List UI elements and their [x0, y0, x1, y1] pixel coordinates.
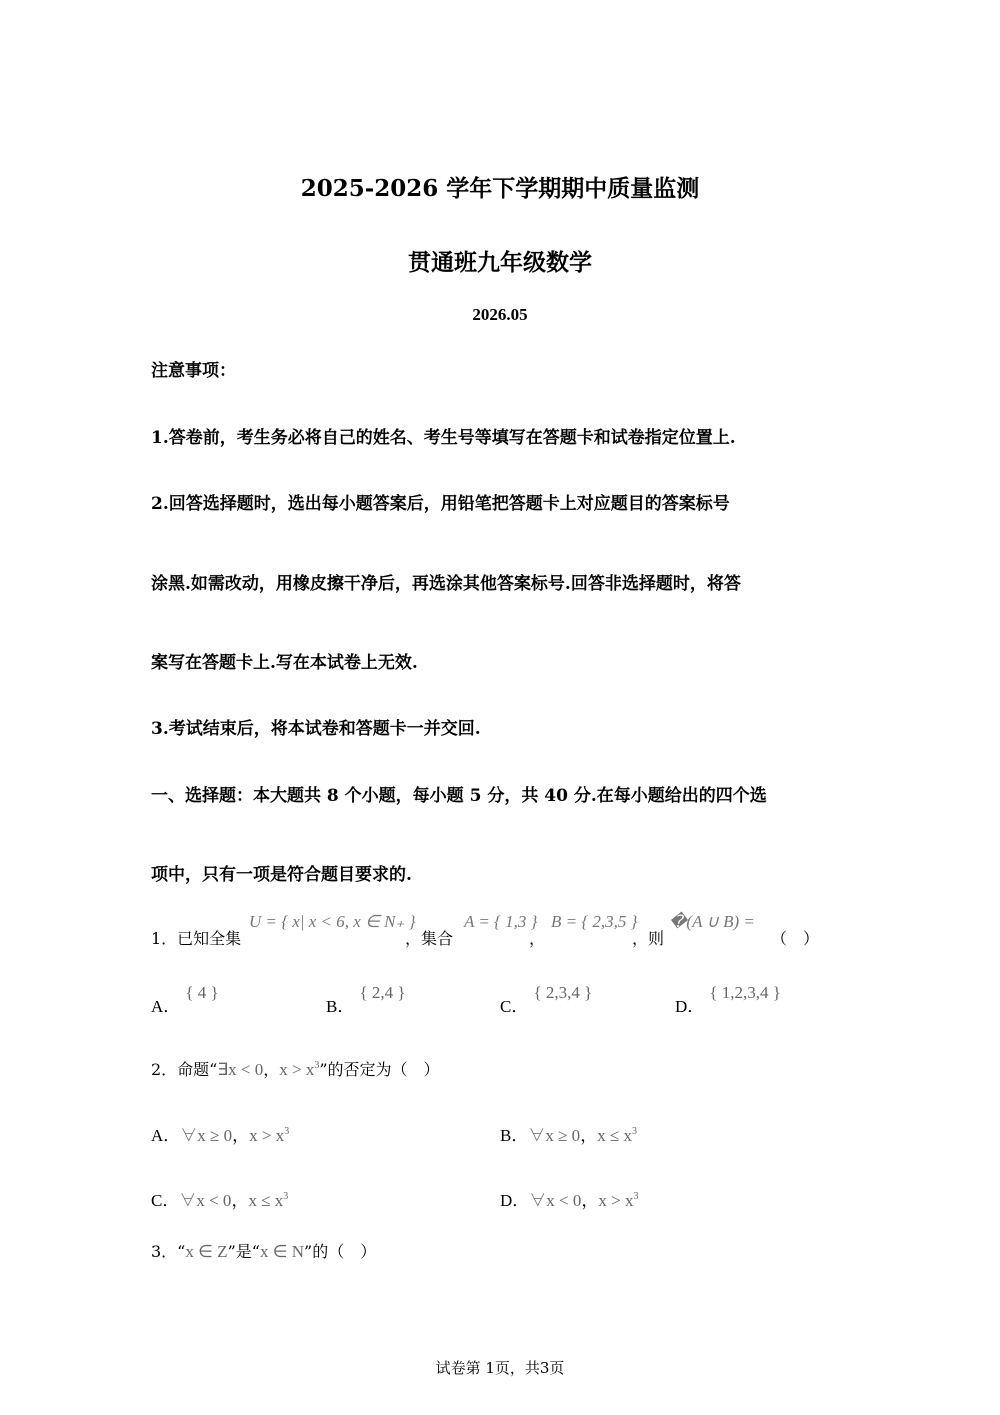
question-3 — [151, 1239, 376, 1262]
option-relation: x ≤ x — [248, 1191, 284, 1210]
option-letter: B． — [326, 997, 355, 1016]
option-exponent: 3 — [632, 1126, 638, 1137]
question-1-mid-2: ，则 — [632, 929, 665, 948]
option-value: { 4 } — [185, 983, 219, 1002]
option-separator: ， — [580, 1126, 598, 1145]
question-2-option-c[interactable] — [151, 1186, 288, 1211]
question-2 — [151, 1057, 440, 1080]
question-1-comma: ， — [529, 929, 546, 948]
section-1-heading-line-2: 项中，只有一项是符合题目要求的. — [151, 865, 412, 885]
question-1-answer-paren: （ ） — [771, 929, 820, 948]
question-1-mid-1: ，集合 — [405, 929, 454, 948]
option-letter: C． — [500, 997, 529, 1016]
option-relation: x > x — [249, 1126, 285, 1145]
question-2-comma: ， — [263, 1060, 280, 1079]
question-1-set-u: U = { x| x < 6, x ∈ N₊ } — [249, 912, 416, 931]
option-value: { 1,2,3,4 } — [709, 983, 781, 1002]
exam-date: 2026.05 — [472, 305, 528, 324]
option-letter: A． — [151, 997, 181, 1016]
notice-item-2-line-3: 案写在答题卡上.写在本试卷上无效. — [151, 653, 418, 673]
option-letter: D． — [675, 997, 705, 1016]
question-1-expression: �(A ∪ B) = — [669, 912, 755, 931]
section-1-heading-line-1: 一、选择题：本大题共 8 个小题，每小题 5 分，共 40 分.在每小题给出的四个选 — [151, 786, 767, 806]
question-3-suffix: ”的（ ） — [304, 1242, 377, 1261]
question-2-expr-1: ∃x < 0 — [217, 1060, 264, 1079]
question-1-set-a: A = { 1,3 } — [464, 912, 538, 931]
question-2-option-a[interactable] — [151, 1121, 289, 1146]
notice-item-3: 3.考试结束后，将本试卷和答题卡一并交回. — [151, 719, 481, 739]
option-separator: ， — [232, 1126, 250, 1145]
question-3-mid: ”是“ — [227, 1242, 260, 1261]
question-1-option-b[interactable] — [326, 978, 406, 1016]
question-2-option-d[interactable] — [500, 1186, 638, 1211]
option-separator: ， — [581, 1191, 599, 1210]
option-exponent: 3 — [283, 1191, 289, 1202]
page-footer: 试卷第 1页，共3页 — [435, 1359, 565, 1377]
option-value: { 2,4 } — [359, 983, 406, 1002]
question-1-set-b: B = { 2,3,5 } — [551, 912, 638, 931]
question-2-option-b[interactable] — [500, 1121, 637, 1146]
option-letter: C． — [151, 1191, 180, 1210]
option-value: { 2,3,4 } — [533, 983, 593, 1002]
notice-item-2-line-2: 涂黑.如需改动，用橡皮擦干净后，再选涂其他答案标号.回答非选择题时，将答 — [151, 574, 741, 594]
question-1-option-d[interactable] — [675, 978, 781, 1016]
option-letter: D． — [500, 1191, 530, 1210]
option-relation: x ≤ x — [597, 1126, 633, 1145]
question-2-expr-2: x > x — [279, 1060, 315, 1079]
option-exponent: 3 — [633, 1191, 639, 1202]
option-quantifier: ∀x ≥ 0 — [180, 1126, 233, 1145]
option-exponent: 3 — [284, 1126, 290, 1137]
question-2-suffix: ”的否定为（ ） — [319, 1060, 440, 1079]
notice-item-1: 1.答卷前，考生务必将自己的姓名、考生号等填写在答题卡和试卷指定位置上. — [151, 428, 736, 448]
exam-subtitle: 贯通班九年级数学 — [408, 249, 592, 276]
question-3-expr-1: x ∈ Z — [185, 1242, 228, 1261]
question-1-prefix: 1．已知全集 — [151, 929, 242, 948]
question-2-exponent: 3 — [314, 1060, 320, 1071]
option-quantifier: ∀x < 0 — [529, 1191, 582, 1210]
question-2-prefix: 2．命题“ — [151, 1060, 218, 1079]
question-1-option-a[interactable] — [151, 978, 219, 1016]
option-letter: A． — [151, 1126, 181, 1145]
exam-title: 2025-2026 学年下学期期中质量监测 — [300, 175, 700, 202]
option-quantifier: ∀x < 0 — [179, 1191, 232, 1210]
option-letter: B． — [500, 1126, 529, 1145]
question-3-prefix: 3．“ — [151, 1242, 186, 1261]
option-separator: ， — [231, 1191, 249, 1210]
option-quantifier: ∀x ≥ 0 — [528, 1126, 581, 1145]
option-relation: x > x — [598, 1191, 634, 1210]
question-1-option-c[interactable] — [500, 978, 593, 1016]
question-3-expr-2: x ∈ N — [259, 1242, 305, 1261]
notice-item-2-line-1: 2.回答选择题时，选出每小题答案后，用铅笔把答题卡上对应题目的答案标号 — [151, 494, 730, 514]
notice-heading: 注意事项： — [151, 361, 236, 381]
